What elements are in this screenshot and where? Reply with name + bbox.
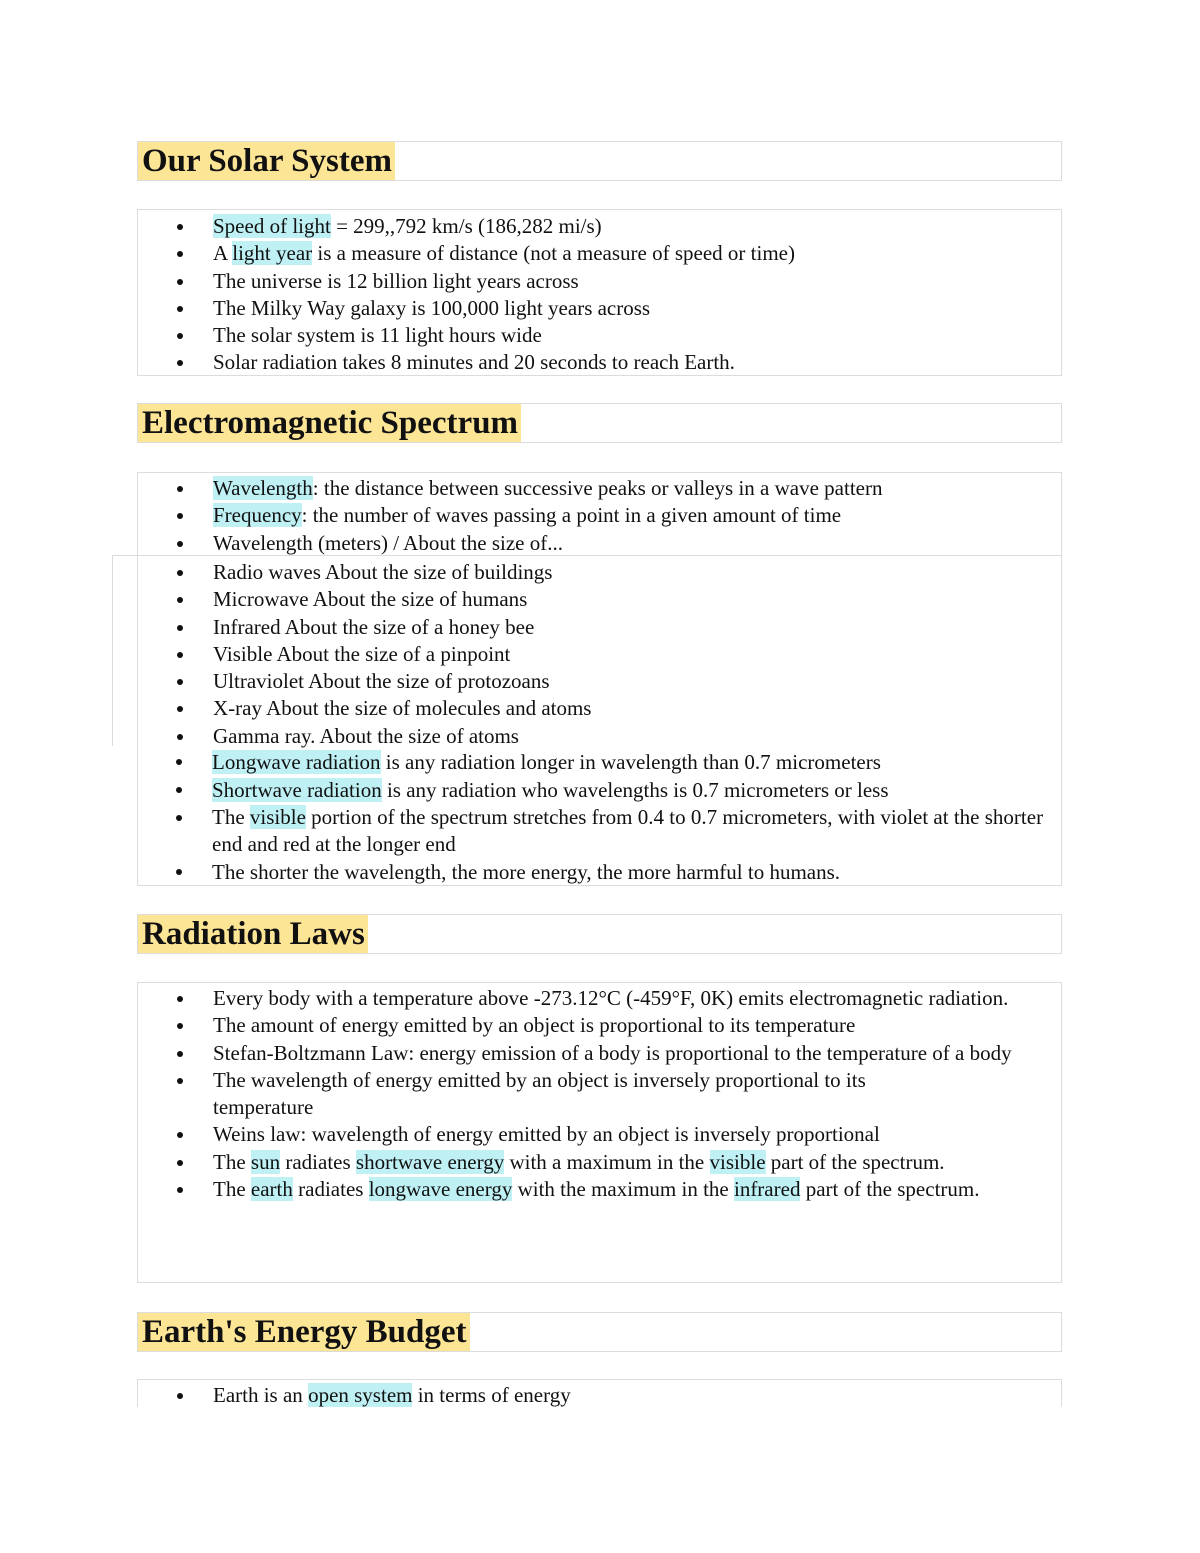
section-list-box	[137, 209, 1062, 376]
highlighted-term: Wavelength	[213, 476, 313, 500]
highlighted-term: shortwave energy	[355, 1149, 505, 1174]
list-item: Gamma ray. About the size of atoms	[1, 723, 591, 750]
list-item: The wavelength of energy emitted by an object is inversely proportional to its temperature	[1, 1067, 958, 1122]
highlighted-term: Speed of light	[213, 214, 331, 238]
list-item: Wavelength: the distance between successive peaks or valleys in a wave pattern	[1, 475, 882, 502]
list-item: A light year is a measure of distance (not a measure of speed or time)	[1, 240, 795, 267]
highlighted-term: open system	[308, 1383, 413, 1407]
bullet-list	[1, 985, 1063, 1203]
section-heading-box	[137, 1312, 1062, 1352]
highlighted-term: longwave energy	[368, 1177, 513, 1202]
list-item: The amount of energy emitted by an object is proportional to its temperature	[1, 1012, 1063, 1039]
list-item: The earth radiates longwave energy with the maximum in the infrared part of the spectrum.	[1, 1176, 988, 1203]
list-item: The shorter the wavelength, the more energy, the more harmful to humans.	[0, 858, 1062, 886]
list-item: Shortwave radiation is any radiation who wavelengths is 0.7 micrometers or less	[0, 776, 1062, 804]
highlighted-term: infrared	[733, 1177, 801, 1202]
list-item: Solar radiation takes 8 minutes and 20 seconds to reach Earth.	[1, 349, 795, 376]
bullet-list	[1, 559, 591, 750]
list-item: The visible portion of the spectrum stretches from 0.4 to 0.7 micrometers, with violet at the shorter end and red at the longer end	[0, 804, 1062, 858]
highlighted-term: Frequency	[213, 503, 302, 528]
bullet-list	[1, 213, 795, 377]
list-item: Ultraviolet About the size of protozoans	[1, 668, 591, 695]
highlighted-term: sun	[250, 1149, 281, 1174]
list-item: Microwave About the size of humans	[1, 586, 591, 613]
section-list-box	[137, 1379, 1062, 1407]
highlighted-term: earth	[250, 1177, 293, 1202]
section-heading-box	[137, 914, 1062, 954]
section-heading: Electromagnetic Spectrum	[138, 404, 521, 442]
list-item: Frequency: the number of waves passing a point in a given amount of time	[1, 502, 882, 529]
list-item: Speed of light = 299,,792 km/s (186,282 mi/s)	[1, 213, 795, 240]
list-item: Earth is an open system in terms of energy	[1, 1382, 571, 1409]
list-item: Stefan-Boltzmann Law: energy emission of a body is proportional to the temperature of a body	[1, 1040, 1063, 1067]
list-item: The sun radiates shortwave energy with a maximum in the visible part of the spectrum.	[1, 1149, 1063, 1176]
section-heading: Earth's Energy Budget	[138, 1313, 470, 1351]
list-item: Longwave radiation is any radiation longer in wavelength than 0.7 micrometers	[0, 748, 1062, 776]
section-heading: Our Solar System	[138, 142, 395, 180]
bullet-list	[1, 1382, 571, 1409]
list-item: X-ray About the size of molecules and atoms	[1, 695, 591, 722]
highlighted-term: Longwave radiation	[212, 750, 381, 774]
list-item: Wavelength (meters) / About the size of...	[1, 530, 882, 557]
section-heading-box	[137, 403, 1062, 443]
highlighted-term: visible	[709, 1149, 766, 1174]
spectrum-sub-list-box	[112, 555, 1062, 746]
list-item: Visible About the size of a pinpoint	[1, 641, 591, 668]
list-item: The solar system is 11 light hours wide	[1, 322, 795, 349]
bullet-list	[1, 475, 882, 557]
section-heading: Radiation Laws	[138, 915, 368, 953]
section-list-box	[137, 982, 1062, 1283]
list-item: Infrared About the size of a honey bee	[1, 614, 591, 641]
bullet-list	[0, 748, 1062, 886]
list-item: Weins law: wavelength of energy emitted by an object is inversely proportional	[1, 1121, 1063, 1148]
list-item: Every body with a temperature above -273.12°C (-459°F, 0K) emits electromagnetic radiation.	[1, 985, 1063, 1012]
highlighted-term: light year	[232, 241, 313, 266]
highlighted-term: Shortwave radiation	[212, 778, 382, 802]
list-item: Radio waves About the size of buildings	[1, 559, 591, 586]
list-item: The universe is 12 billion light years across	[1, 268, 795, 295]
section-heading-box	[137, 141, 1062, 181]
list-item: The Milky Way galaxy is 100,000 light years across	[1, 295, 795, 322]
highlighted-term: visible	[249, 805, 306, 829]
